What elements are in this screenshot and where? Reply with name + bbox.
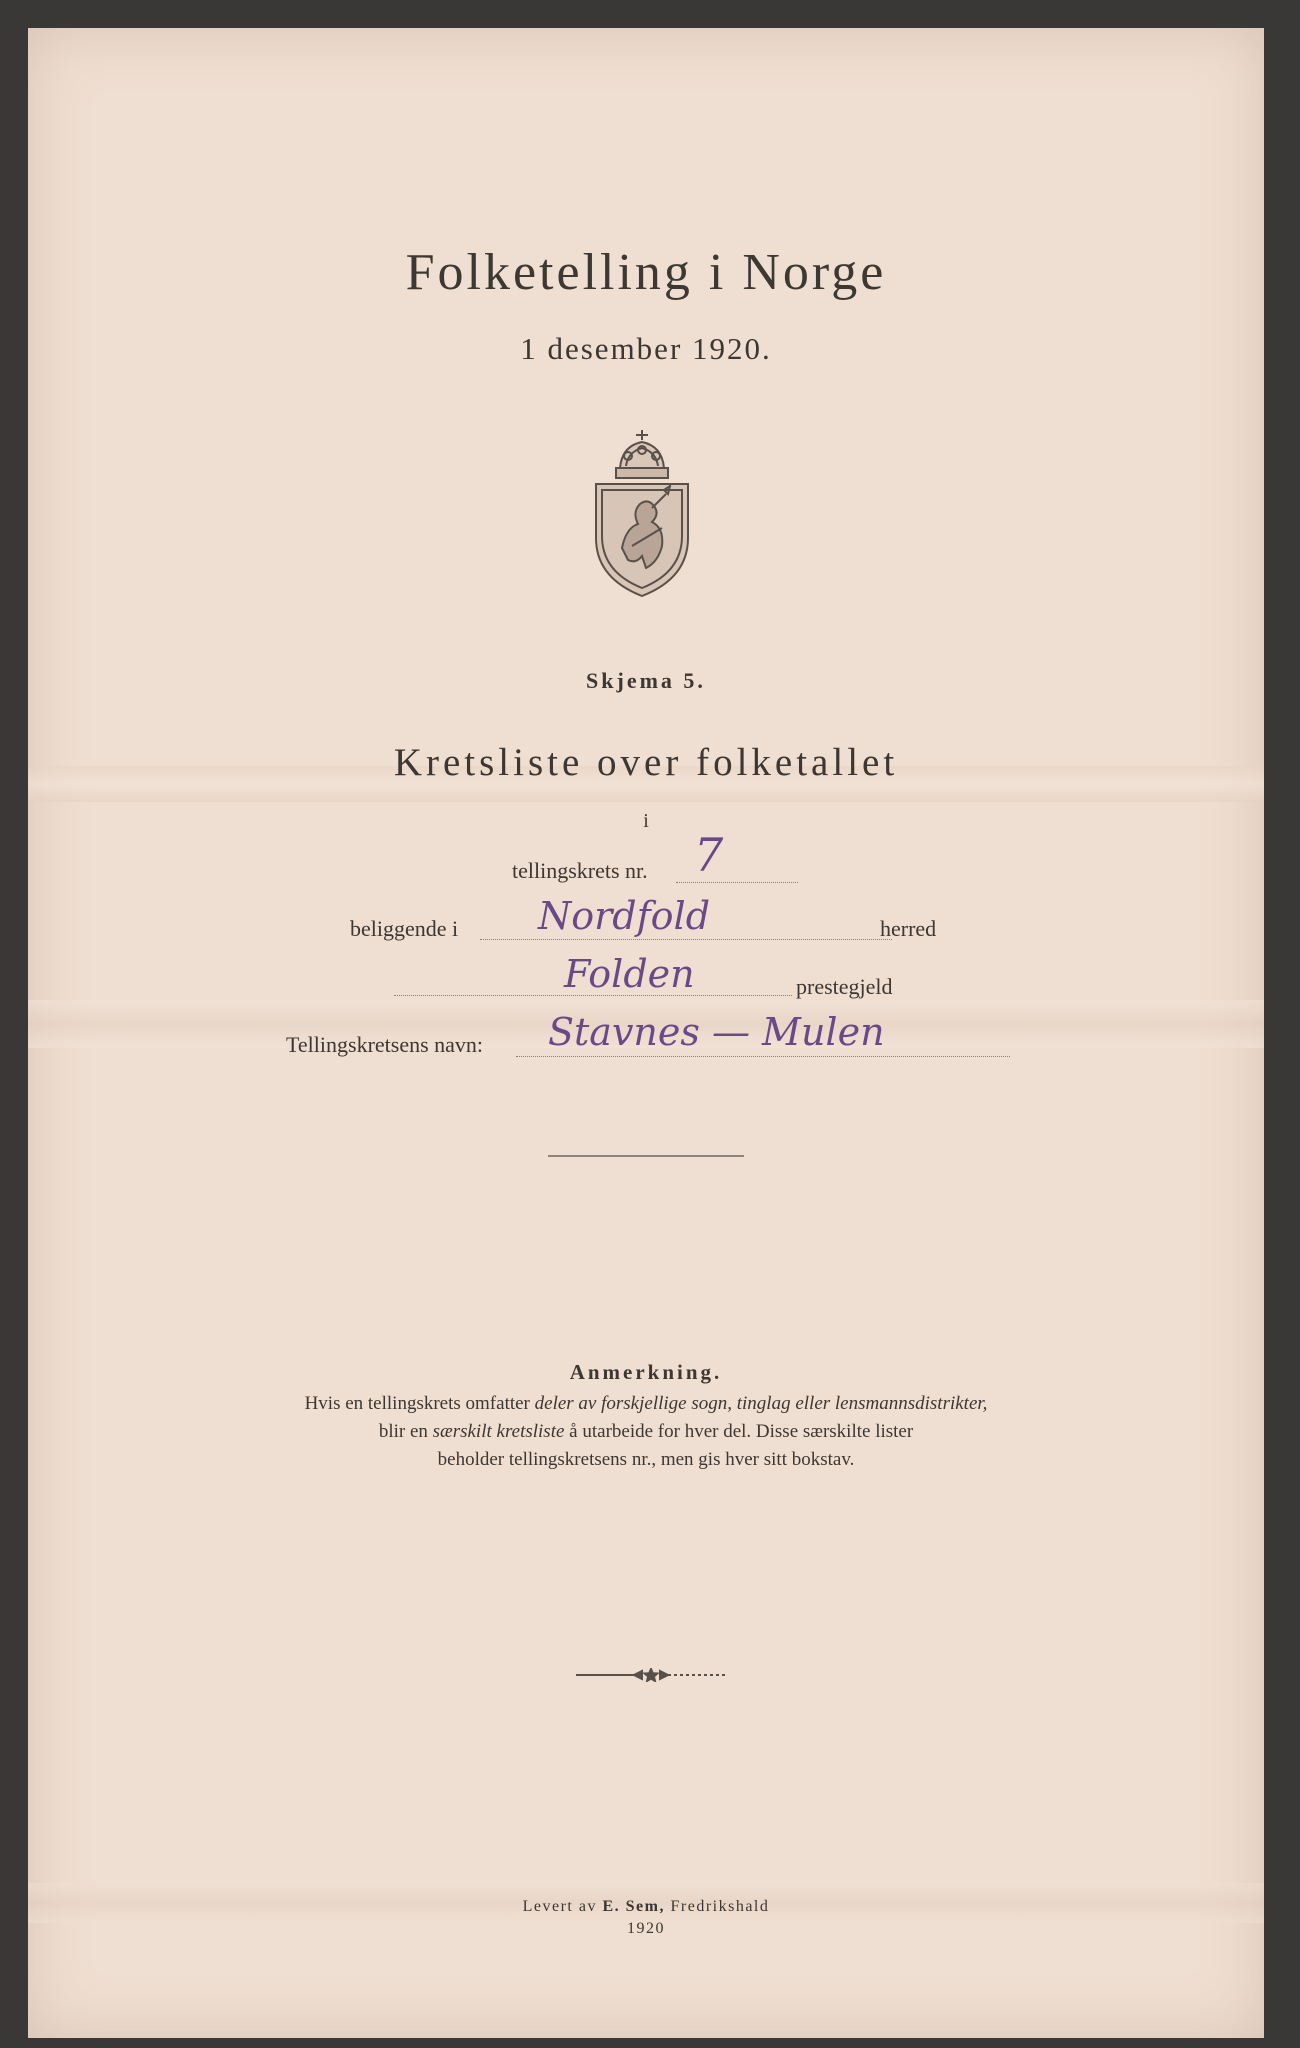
- document-title: Folketelling i Norge: [405, 244, 887, 301]
- printer-line: [28, 1896, 1264, 1918]
- krets-name-value: Stavnes — Mulen: [548, 1010, 885, 1054]
- printer-name: E. Sem,: [602, 1898, 665, 1915]
- krets-name-line: [516, 1056, 1010, 1057]
- krets-label: tellingskrets nr.: [512, 858, 648, 883]
- prestegjeld-value: Folden: [564, 952, 695, 996]
- printer-place: Fredrikshald: [664, 1898, 770, 1915]
- connector-text: i: [643, 810, 649, 832]
- printer-imprint: [28, 1896, 1264, 1940]
- krets-value: 7: [694, 828, 724, 882]
- note-title: Anmerkning.: [569, 1360, 723, 1384]
- note-line-2: [28, 1418, 1264, 1446]
- beliggende-label: beliggende i: [350, 916, 459, 941]
- star-ornament-icon: [576, 1668, 726, 1682]
- printer-prefix: Levert av: [522, 1898, 603, 1915]
- census-form-page: [28, 28, 1264, 2038]
- note-text-part: å utarbeide for hver del. Disse særskilte lister: [564, 1421, 914, 1442]
- krets-name-label: Tellingskretsens navn:: [286, 1032, 484, 1057]
- prestegjeld-label: prestegjeld: [796, 974, 893, 999]
- note-text-emphasis: deler av forskjellige sogn, tinglag eller lensmannsdistrikter,: [534, 1393, 988, 1414]
- herred-label: herred: [880, 916, 937, 941]
- divider: [548, 1155, 744, 1157]
- document-date: 1 desember 1920.: [520, 331, 772, 366]
- form-heading: Kretsliste over folketallet: [393, 741, 899, 784]
- note-text-emphasis: særskilt kretsliste: [432, 1421, 565, 1442]
- norwegian-coat-of-arms-icon: [592, 428, 692, 600]
- printer-year: 1920: [627, 1920, 665, 1937]
- beliggende-line: [480, 939, 892, 940]
- beliggende-value: Nordfold: [538, 894, 711, 938]
- note-text-part: Hvis en tellingskrets omfatter: [304, 1393, 535, 1414]
- note-text: [28, 1390, 1264, 1474]
- krets-line: [676, 882, 798, 883]
- note-line-1: [28, 1390, 1264, 1418]
- schema-number: Skjema 5.: [586, 668, 706, 693]
- note-text-part: blir en: [378, 1421, 433, 1442]
- note-line-3: beholder tellingskretsens nr., men gis hver sitt bokstav.: [437, 1449, 855, 1470]
